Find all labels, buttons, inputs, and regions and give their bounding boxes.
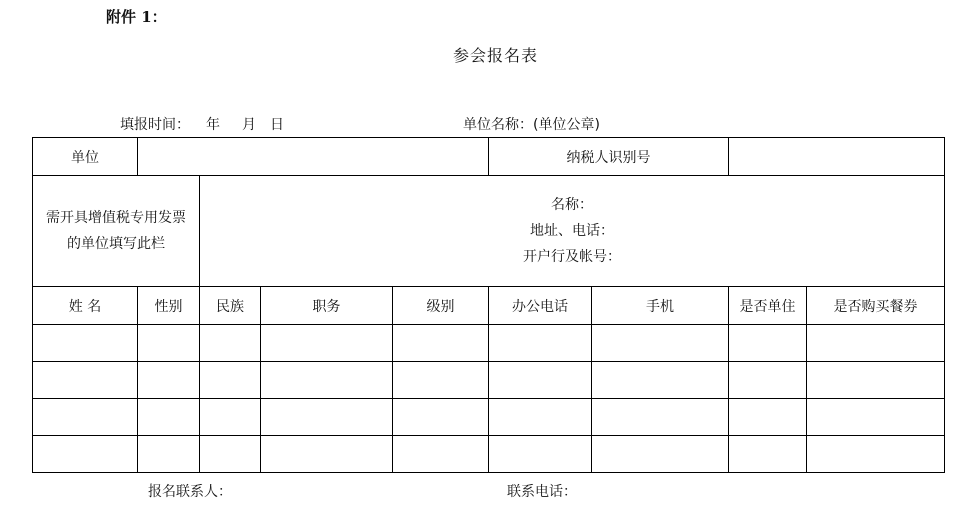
table-cell[interactable] — [138, 399, 200, 436]
column-header-row — [33, 287, 945, 325]
invoice-section-label-cell — [33, 176, 200, 287]
table-cell[interactable] — [807, 325, 945, 362]
invoice-row — [33, 176, 945, 287]
table-cell[interactable] — [261, 362, 393, 399]
table-cell[interactable] — [138, 436, 200, 473]
date-day-label: 日 — [270, 117, 284, 133]
table-row — [33, 399, 945, 436]
header-meal-voucher: 是否购买餐券 — [807, 287, 945, 325]
table-cell[interactable] — [138, 325, 200, 362]
invoice-label-line-1: 需开具增值税专用发票 — [46, 210, 186, 226]
header-position: 职务 — [261, 287, 393, 325]
invoice-bank-account-label: 开户行及帐号： — [523, 249, 621, 265]
invoice-address-phone-label: 地址、电话： — [530, 223, 614, 239]
table-cell[interactable] — [393, 399, 489, 436]
table-row — [33, 362, 945, 399]
table-cell[interactable] — [729, 399, 807, 436]
table-cell[interactable] — [592, 325, 729, 362]
table-cell[interactable] — [729, 436, 807, 473]
document-title: 参会报名表 — [453, 46, 539, 65]
taxpayer-id-input-cell[interactable] — [729, 138, 945, 176]
table-row — [33, 325, 945, 362]
header-gender: 性别 — [138, 287, 200, 325]
table-cell[interactable] — [200, 362, 261, 399]
table-cell[interactable] — [807, 362, 945, 399]
table-cell[interactable] — [489, 436, 592, 473]
fill-time-label: 填报时间： — [120, 117, 190, 133]
table-cell[interactable] — [729, 325, 807, 362]
table-cell[interactable] — [393, 436, 489, 473]
header-ethnicity: 民族 — [200, 287, 261, 325]
attachment-label: 附件 1： — [106, 8, 167, 26]
table-cell[interactable] — [200, 399, 261, 436]
header-office-phone: 办公电话 — [489, 287, 592, 325]
unit-input-cell[interactable] — [138, 138, 489, 176]
unit-row — [33, 138, 945, 176]
date-month-label: 月 — [242, 117, 256, 133]
header-single-room: 是否单住 — [729, 287, 807, 325]
table-cell[interactable] — [33, 399, 138, 436]
table-cell[interactable] — [33, 362, 138, 399]
table-row — [33, 436, 945, 473]
table-cell[interactable] — [807, 399, 945, 436]
table-cell[interactable] — [489, 399, 592, 436]
table-cell[interactable] — [393, 325, 489, 362]
table-cell[interactable] — [592, 399, 729, 436]
header-mobile: 手机 — [592, 287, 729, 325]
registration-form-table — [32, 137, 945, 473]
table-cell[interactable] — [489, 325, 592, 362]
date-year-label: 年 — [206, 117, 220, 133]
unit-label-cell: 单位 — [33, 138, 138, 176]
table-cell[interactable] — [200, 325, 261, 362]
table-cell[interactable] — [592, 362, 729, 399]
table-cell[interactable] — [261, 399, 393, 436]
header-name: 姓 名 — [33, 287, 138, 325]
table-cell[interactable] — [200, 436, 261, 473]
contact-phone-label: 联系电话： — [507, 484, 577, 500]
table-cell[interactable] — [33, 325, 138, 362]
taxpayer-id-label-cell: 纳税人识别号 — [489, 138, 729, 176]
table-cell[interactable] — [729, 362, 807, 399]
table-cell[interactable] — [138, 362, 200, 399]
table-cell[interactable] — [592, 436, 729, 473]
invoice-fields-cell[interactable] — [200, 176, 945, 287]
table-cell[interactable] — [393, 362, 489, 399]
invoice-name-label: 名称： — [551, 197, 593, 213]
invoice-label-line-2: 的单位填写此栏 — [67, 236, 165, 252]
contact-person-label: 报名联系人： — [148, 484, 232, 500]
table-cell[interactable] — [33, 436, 138, 473]
unit-name-label: 单位名称：(单位公章) — [463, 117, 600, 133]
table-cell[interactable] — [489, 362, 592, 399]
table-cell[interactable] — [261, 436, 393, 473]
table-cell[interactable] — [807, 436, 945, 473]
header-rank: 级别 — [393, 287, 489, 325]
table-cell[interactable] — [261, 325, 393, 362]
